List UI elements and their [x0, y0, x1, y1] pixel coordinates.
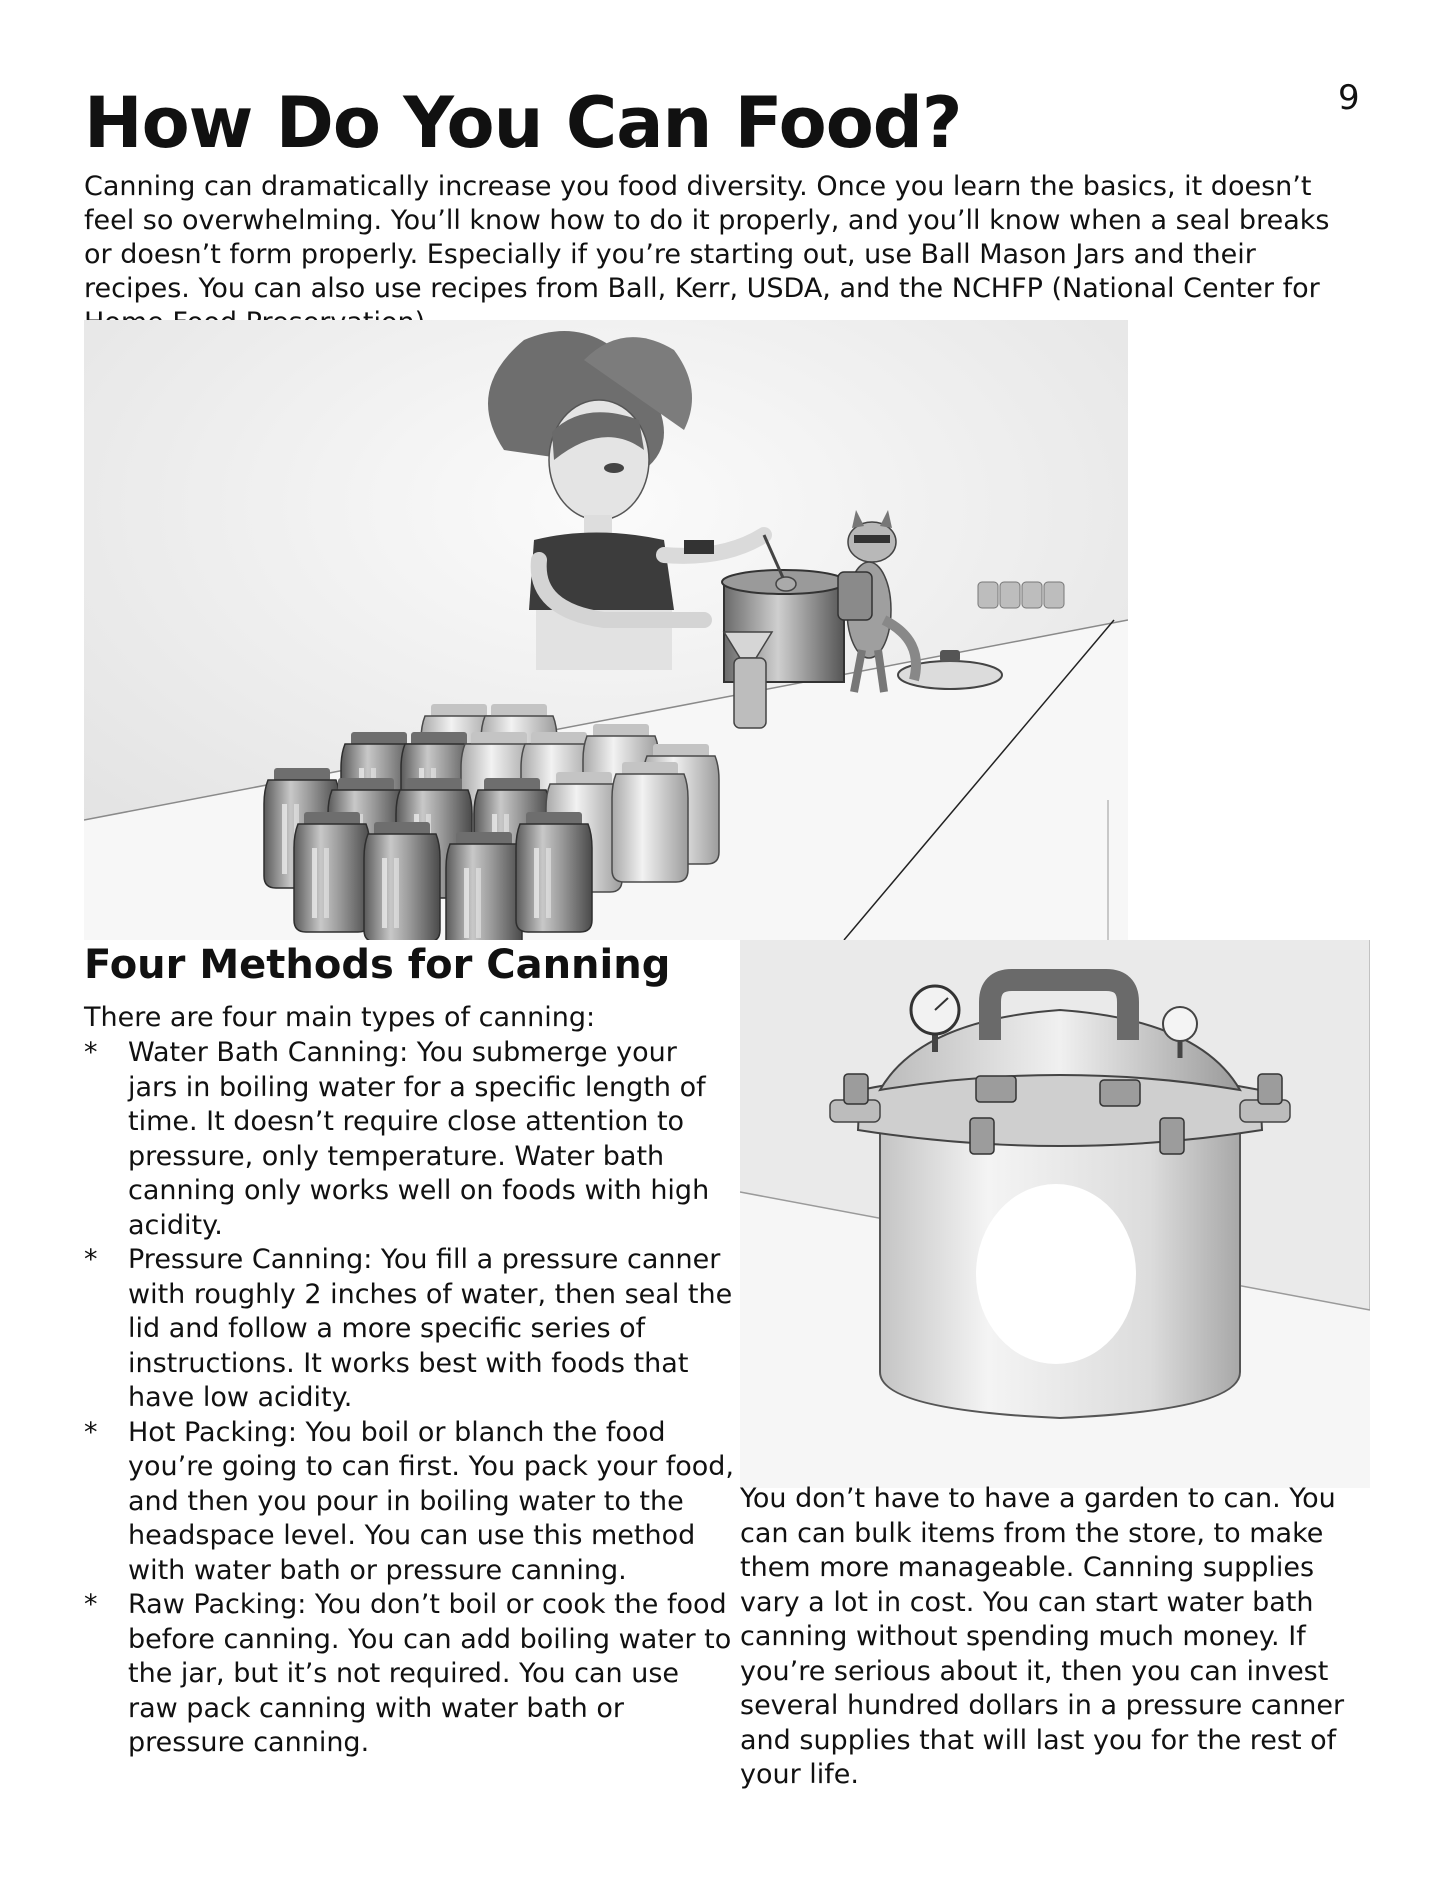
- section-lead: There are four main types of canning:: [84, 1002, 596, 1033]
- list-item: [84, 1588, 734, 1761]
- canning-scene-illustration: [84, 320, 1128, 940]
- canning-methods-list: [84, 1036, 734, 1761]
- page-title: How Do You Can Food?: [84, 82, 962, 164]
- bullet-marker: *: [84, 1416, 98, 1448]
- page-number: 9: [1338, 78, 1360, 118]
- bullet-marker: *: [84, 1589, 98, 1620]
- side-paragraph: You don’t have to have a garden to can. You can can bulk items from the store, to make them more manageable. Canning supplies vary a lot in cost. You can start water bath canning without spending much money. If you’re serious about it, then you can invest several hundred dollars in a pressure canner and supplies that will last you for the rest of your life.: [740, 1483, 1345, 1790]
- list-item-text: Hot Packing: You boil or blanch the food you’re going to can first. You pack your food, and then you pour in boiling water to the headspace level. You can use this method with water bath or pressure canning.: [128, 1416, 735, 1586]
- intro-paragraph: Canning can dramatically increase you food diversity. Once you learn the basics, it doesn’t feel so overwhelming. You’ll know how to do it properly, and you’ll know when a seal breaks or doesn’t form properly. Especially if you’re starting out, use Ball Mason Jars and their recipes. You can also use recipes from Ball, Kerr, USDA, and the NCHFP (National Center for: [84, 171, 1330, 304]
- pressure-canner-illustration: [740, 940, 1370, 1488]
- list-item: [84, 1243, 734, 1416]
- list-item-text: Water Bath Canning: You submerge your jars in boiling water for a specific length of time. It doesn’t require close attention to pressure, only temperature. Water bath canning only works well on foods with high acidity.: [128, 1037, 710, 1241]
- list-item: [84, 1416, 734, 1589]
- bullet-marker: *: [84, 1037, 98, 1068]
- list-item: [84, 1036, 734, 1243]
- bullet-marker: *: [84, 1244, 98, 1275]
- list-item-text: Raw Packing: You don’t boil or cook the food before canning. You can add boiling water to the jar, but it’s not required. You can use raw pack canning with water bath or pressure canning.: [128, 1589, 732, 1758]
- list-item-text: Pressure Canning: You fill a pressure canner with roughly 2 inches of water, then seal the lid and follow a more specific series of instructions. It works best with foods that have low acidity.: [128, 1244, 733, 1413]
- section-heading: Four Methods for Canning: [84, 942, 671, 988]
